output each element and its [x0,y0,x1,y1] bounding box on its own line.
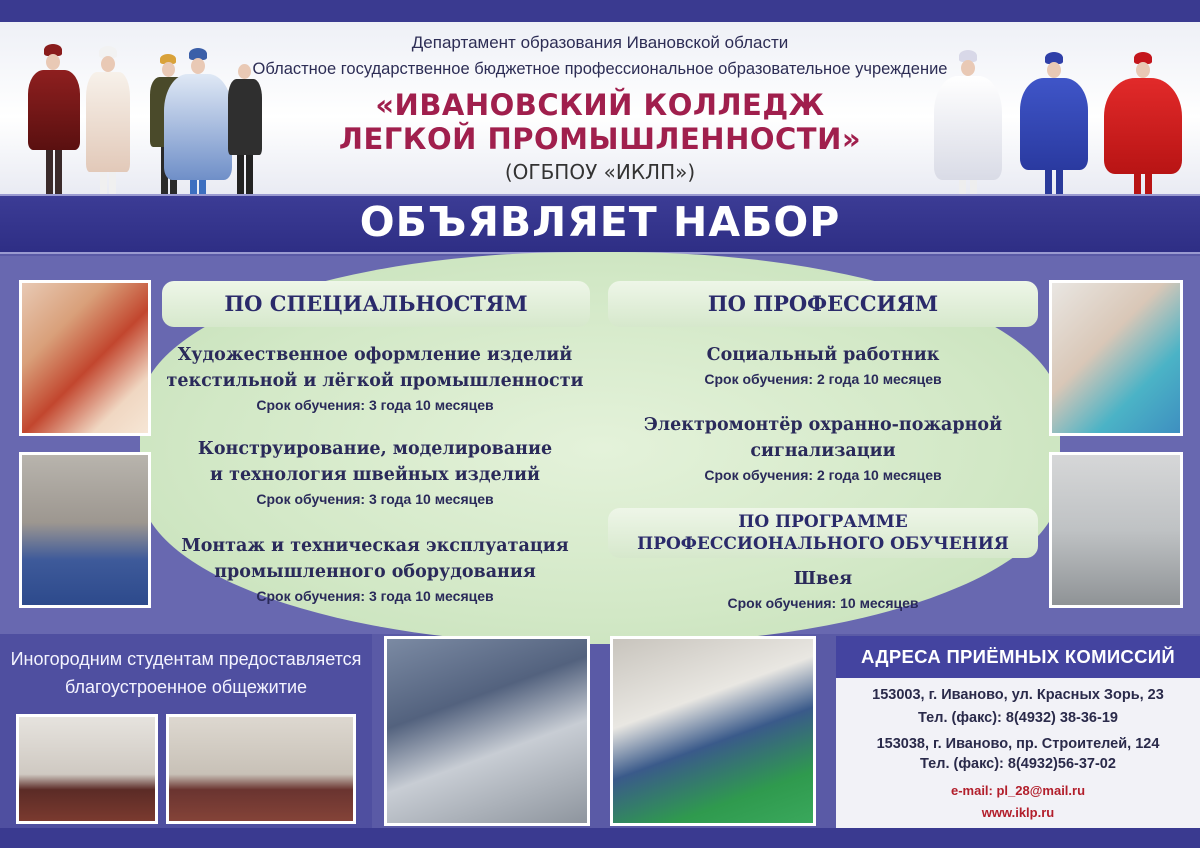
professions-heading: ПО ПРОФЕССИЯМ [608,281,1038,327]
specialty-name-line2: промышленного оборудования [214,562,536,582]
program-item [600,566,1046,614]
profession-duration: Срок обучения: 2 года 10 месяцев [704,371,942,387]
profession-item [600,412,1046,486]
profession-duration: Срок обучения: 2 года 10 месяцев [704,467,942,483]
photo-industrial-equipment [384,636,590,826]
specialty-duration: Срок обучения: 3 года 10 месяцев [256,588,494,604]
bottom-border-strip [0,828,1200,848]
dormitory-text [0,645,372,701]
photo-seamstress [610,636,816,826]
phone-2: Тел. (факс): 8(4932)56-37-02 [920,756,1116,772]
institution-type: Областное государственное бюджетное профессиональное образовательное учреждение [252,60,948,78]
program-heading [608,508,1038,558]
dormitory-line1: Иногородним студентам предоставляется [10,649,362,669]
photo-social-worker [1049,280,1183,436]
address-1: 153003, г. Иваново, ул. Красных Зорь, 23 [872,687,1164,703]
announcement-title: ОБЪЯВЛЯЕТ НАБОР [359,198,841,246]
specialty-item [150,533,600,607]
top-border-strip [0,0,1200,22]
profession-item [600,342,1046,390]
specialty-name-line1: Художественное оформление изделий [177,345,573,365]
specialty-duration: Срок обучения: 3 года 10 месяцев [256,491,494,507]
specialty-name-line2: и технология швейных изделий [210,465,540,485]
profession-name: Социальный работник [706,345,940,365]
photo-garment-construction [19,452,151,608]
program-heading-line1: ПО ПРОГРАММЕ [738,512,908,532]
specialties-heading: ПО СПЕЦИАЛЬНОСТЯМ [162,281,590,327]
program-heading-line2: ПРОФЕССИОНАЛЬНОГО ОБУЧЕНИЯ [637,534,1009,554]
photo-dorm-room-2 [166,714,356,824]
college-abbreviation: (ОГБПОУ «ИКЛП») [504,160,696,184]
specialty-name-line1: Конструирование, моделирование [197,439,553,459]
specialty-item [150,436,600,510]
website-link[interactable]: www.iklp.ru [981,805,1055,820]
photo-fabric-painting [19,280,151,436]
specialty-name-line1: Монтаж и техническая эксплуатация [181,536,569,556]
program-duration: Срок обучения: 10 месяцев [727,595,919,611]
specialty-name-line2: текстильной и лёгкой промышленности [166,371,584,391]
photo-electrician [1049,452,1183,608]
college-name-line2: ЛЕГКОЙ ПРОМЫШЛЕННОСТИ» [338,122,862,156]
specialty-item [150,342,600,416]
profession-name-line1: Электромонтёр охранно-пожарной [643,415,1003,435]
college-name-line1: «ИВАНОВСКИЙ КОЛЛЕДЖ [375,88,825,122]
dormitory-line2: благоустроенное общежитие [64,677,308,697]
specialty-duration: Срок обучения: 3 года 10 месяцев [256,397,494,413]
address-2: 153038, г. Иваново, пр. Строителей, 124 [876,736,1160,752]
phone-1: Тел. (факс): 8(4932) 38-36-19 [918,710,1118,726]
photo-dorm-room-1 [16,714,158,824]
addresses-heading: АДРЕСА ПРИЁМНЫХ КОМИССИЙ [836,636,1200,678]
program-name: Швея [793,569,853,589]
email-link[interactable]: e-mail: pl_28@mail.ru [950,783,1086,798]
department-name: Департамент образования Ивановской области [411,33,789,52]
profession-name-line2: сигнализации [750,441,896,461]
